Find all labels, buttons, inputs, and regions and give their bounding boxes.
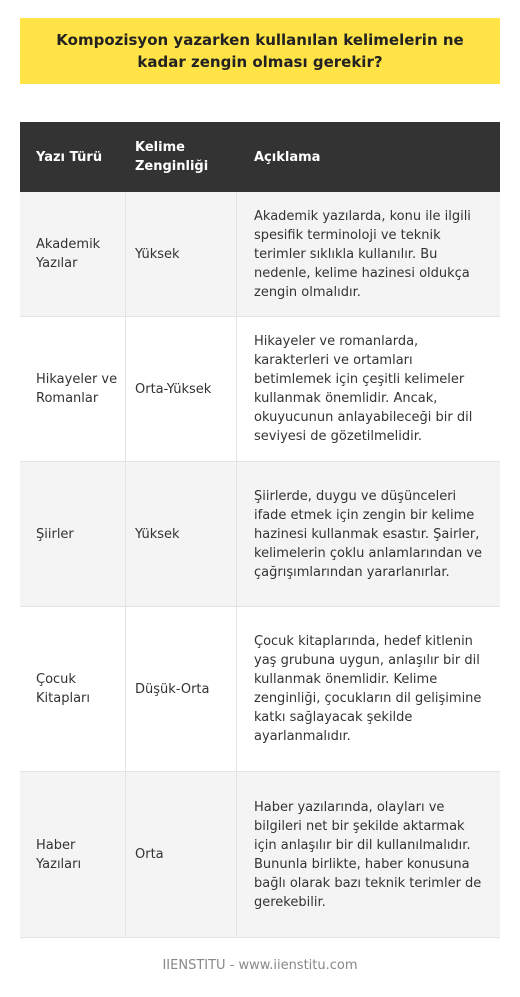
cell-richness [126, 462, 237, 606]
cell-type [20, 192, 126, 316]
cell-type [20, 462, 126, 606]
cell-text: Haber Yazıları [36, 837, 82, 872]
cell-description [237, 192, 500, 316]
table-row [20, 607, 500, 772]
cell-text: Düşük-Orta [135, 681, 210, 697]
cell-text: Hikayeler ve romanlarda, karakterleri ve ortamları betimlemek için çeşitli kelimeler kullanmak önemlidir. Ancak, okuyucunun anlayabileceği bir dil seviyesi de gözetilmelidir. [254, 334, 473, 444]
header-label: Açıklama [254, 149, 321, 165]
header-cell-type [20, 122, 126, 192]
cell-description [237, 317, 500, 461]
header-label: Kelime Zenginliği [135, 140, 209, 174]
cell-description [237, 607, 500, 771]
cell-richness [126, 192, 237, 316]
comparison-table [20, 122, 500, 938]
cell-richness [126, 317, 237, 461]
cell-type [20, 317, 126, 461]
cell-text: Şiirlerde, duygu ve düşünceleri ifade etmek için zengin bir kelime hazinesi kullanmak esastır. Şairler, kelimelerin çoklu anlamlarından ve çağrışımlarından yararlanırlar. [254, 488, 483, 580]
cell-text: Şiirler [36, 526, 74, 542]
cell-text: Hikayeler ve Romanlar [36, 372, 118, 406]
cell-text: Yüksek [135, 246, 180, 262]
title-banner [20, 18, 500, 84]
cell-text: Çocuk Kitapları [36, 672, 90, 706]
table-row [20, 462, 500, 607]
cell-description [237, 462, 500, 606]
table-header-row [20, 122, 500, 192]
cell-text: Çocuk kitaplarında, hedef kitlenin yaş grubuna uygun, anlaşılır bir dil kullanmak önemlidir. Kelime zenginliği, çocukların dil gelişimine katkı sağlayacak şekilde ayarlanmalıdır. [254, 634, 482, 744]
cell-text: Akademik Yazılar [36, 237, 101, 271]
cell-text: Orta-Yüksek [135, 381, 212, 397]
table-row [20, 192, 500, 317]
footer-credit: IIENSTITU - www.iienstitu.com [162, 958, 358, 973]
cell-type [20, 607, 126, 771]
cell-type [20, 772, 126, 937]
cell-richness [126, 772, 237, 937]
table-row [20, 772, 500, 938]
cell-richness [126, 607, 237, 771]
cell-text: Orta [135, 847, 164, 862]
cell-text: Yüksek [135, 526, 180, 542]
cell-description [237, 772, 500, 937]
header-cell-richness [126, 122, 237, 192]
header-label: Yazı Türü [36, 149, 103, 165]
header-cell-description [237, 122, 500, 192]
cell-text: Haber yazılarında, olayları ve bilgileri net bir şekilde aktarmak için anlaşılır bir dil kullanılmalıdır. Bununla birlikte, haber konusuna bağlı olarak bazı teknik terimler de gerekebilir. [254, 799, 482, 910]
table-row [20, 317, 500, 462]
cell-text: Akademik yazılarda, konu ile ilgili spesifik terminoloji ve teknik terimler sıklıkla kullanılır. Bu nedenle, kelime hazinesi oldukça zengin olmalıdır. [254, 208, 471, 300]
page-title: Kompozisyon yazarken kullanılan kelimelerin ne kadar zengin olması gerekir? [56, 31, 464, 71]
